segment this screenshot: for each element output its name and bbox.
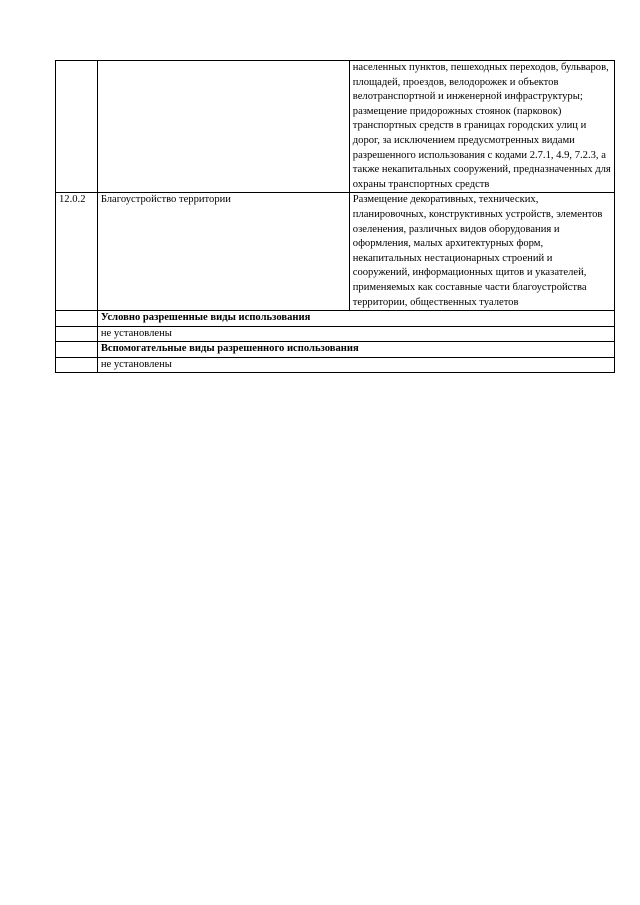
empty-cell (56, 342, 98, 358)
auxiliary-uses-value: не установлены (97, 357, 614, 373)
description-text: Размещение декоративных, технических, планировочных, конструктивных устройств, элементов озеленения, различных видов оборудования и оформления, малых архитектурных форм, некапитальных нестационарных строений и сооружений, информационных щитов и указателей, применяемых как составные части благоустройства территории, общественных туалетов (352, 194, 603, 308)
section-value-row (56, 357, 615, 373)
conditional-uses-heading: Условно разрешенные виды использования (97, 311, 614, 327)
empty-cell (56, 357, 98, 373)
name-cell: Благоустройство территории (97, 193, 349, 311)
section-heading-row (56, 311, 615, 327)
description-cell (349, 61, 614, 193)
description-cell (349, 193, 614, 311)
description-text: населенных пунктов, пешеходных переходов, бульваров, площадей, проездов, велодорожек и объектов велотранспортной и инженерной инфраструктуры; размещение придорожных стоянок (парковок) транспортных средств в границах городских улиц и дорог, за исключением предусмотренных видами разрешенного использования с кодами 2.7.1, 4.9, 7.2.3, а также некапитальных сооружений, предназначенных для охраны транспортных средств (352, 62, 611, 190)
section-heading-row (56, 342, 615, 358)
empty-cell (56, 311, 98, 327)
auxiliary-uses-heading: Вспомогательные виды разрешенного использования (97, 342, 614, 358)
land-use-table (55, 60, 615, 373)
conditional-uses-value: не установлены (97, 326, 614, 342)
name-cell (97, 61, 349, 193)
code-cell: 12.0.2 (56, 193, 98, 311)
section-value-row (56, 326, 615, 342)
table-row (56, 61, 615, 193)
empty-cell (56, 326, 98, 342)
code-cell (56, 61, 98, 193)
table-row (56, 193, 615, 311)
